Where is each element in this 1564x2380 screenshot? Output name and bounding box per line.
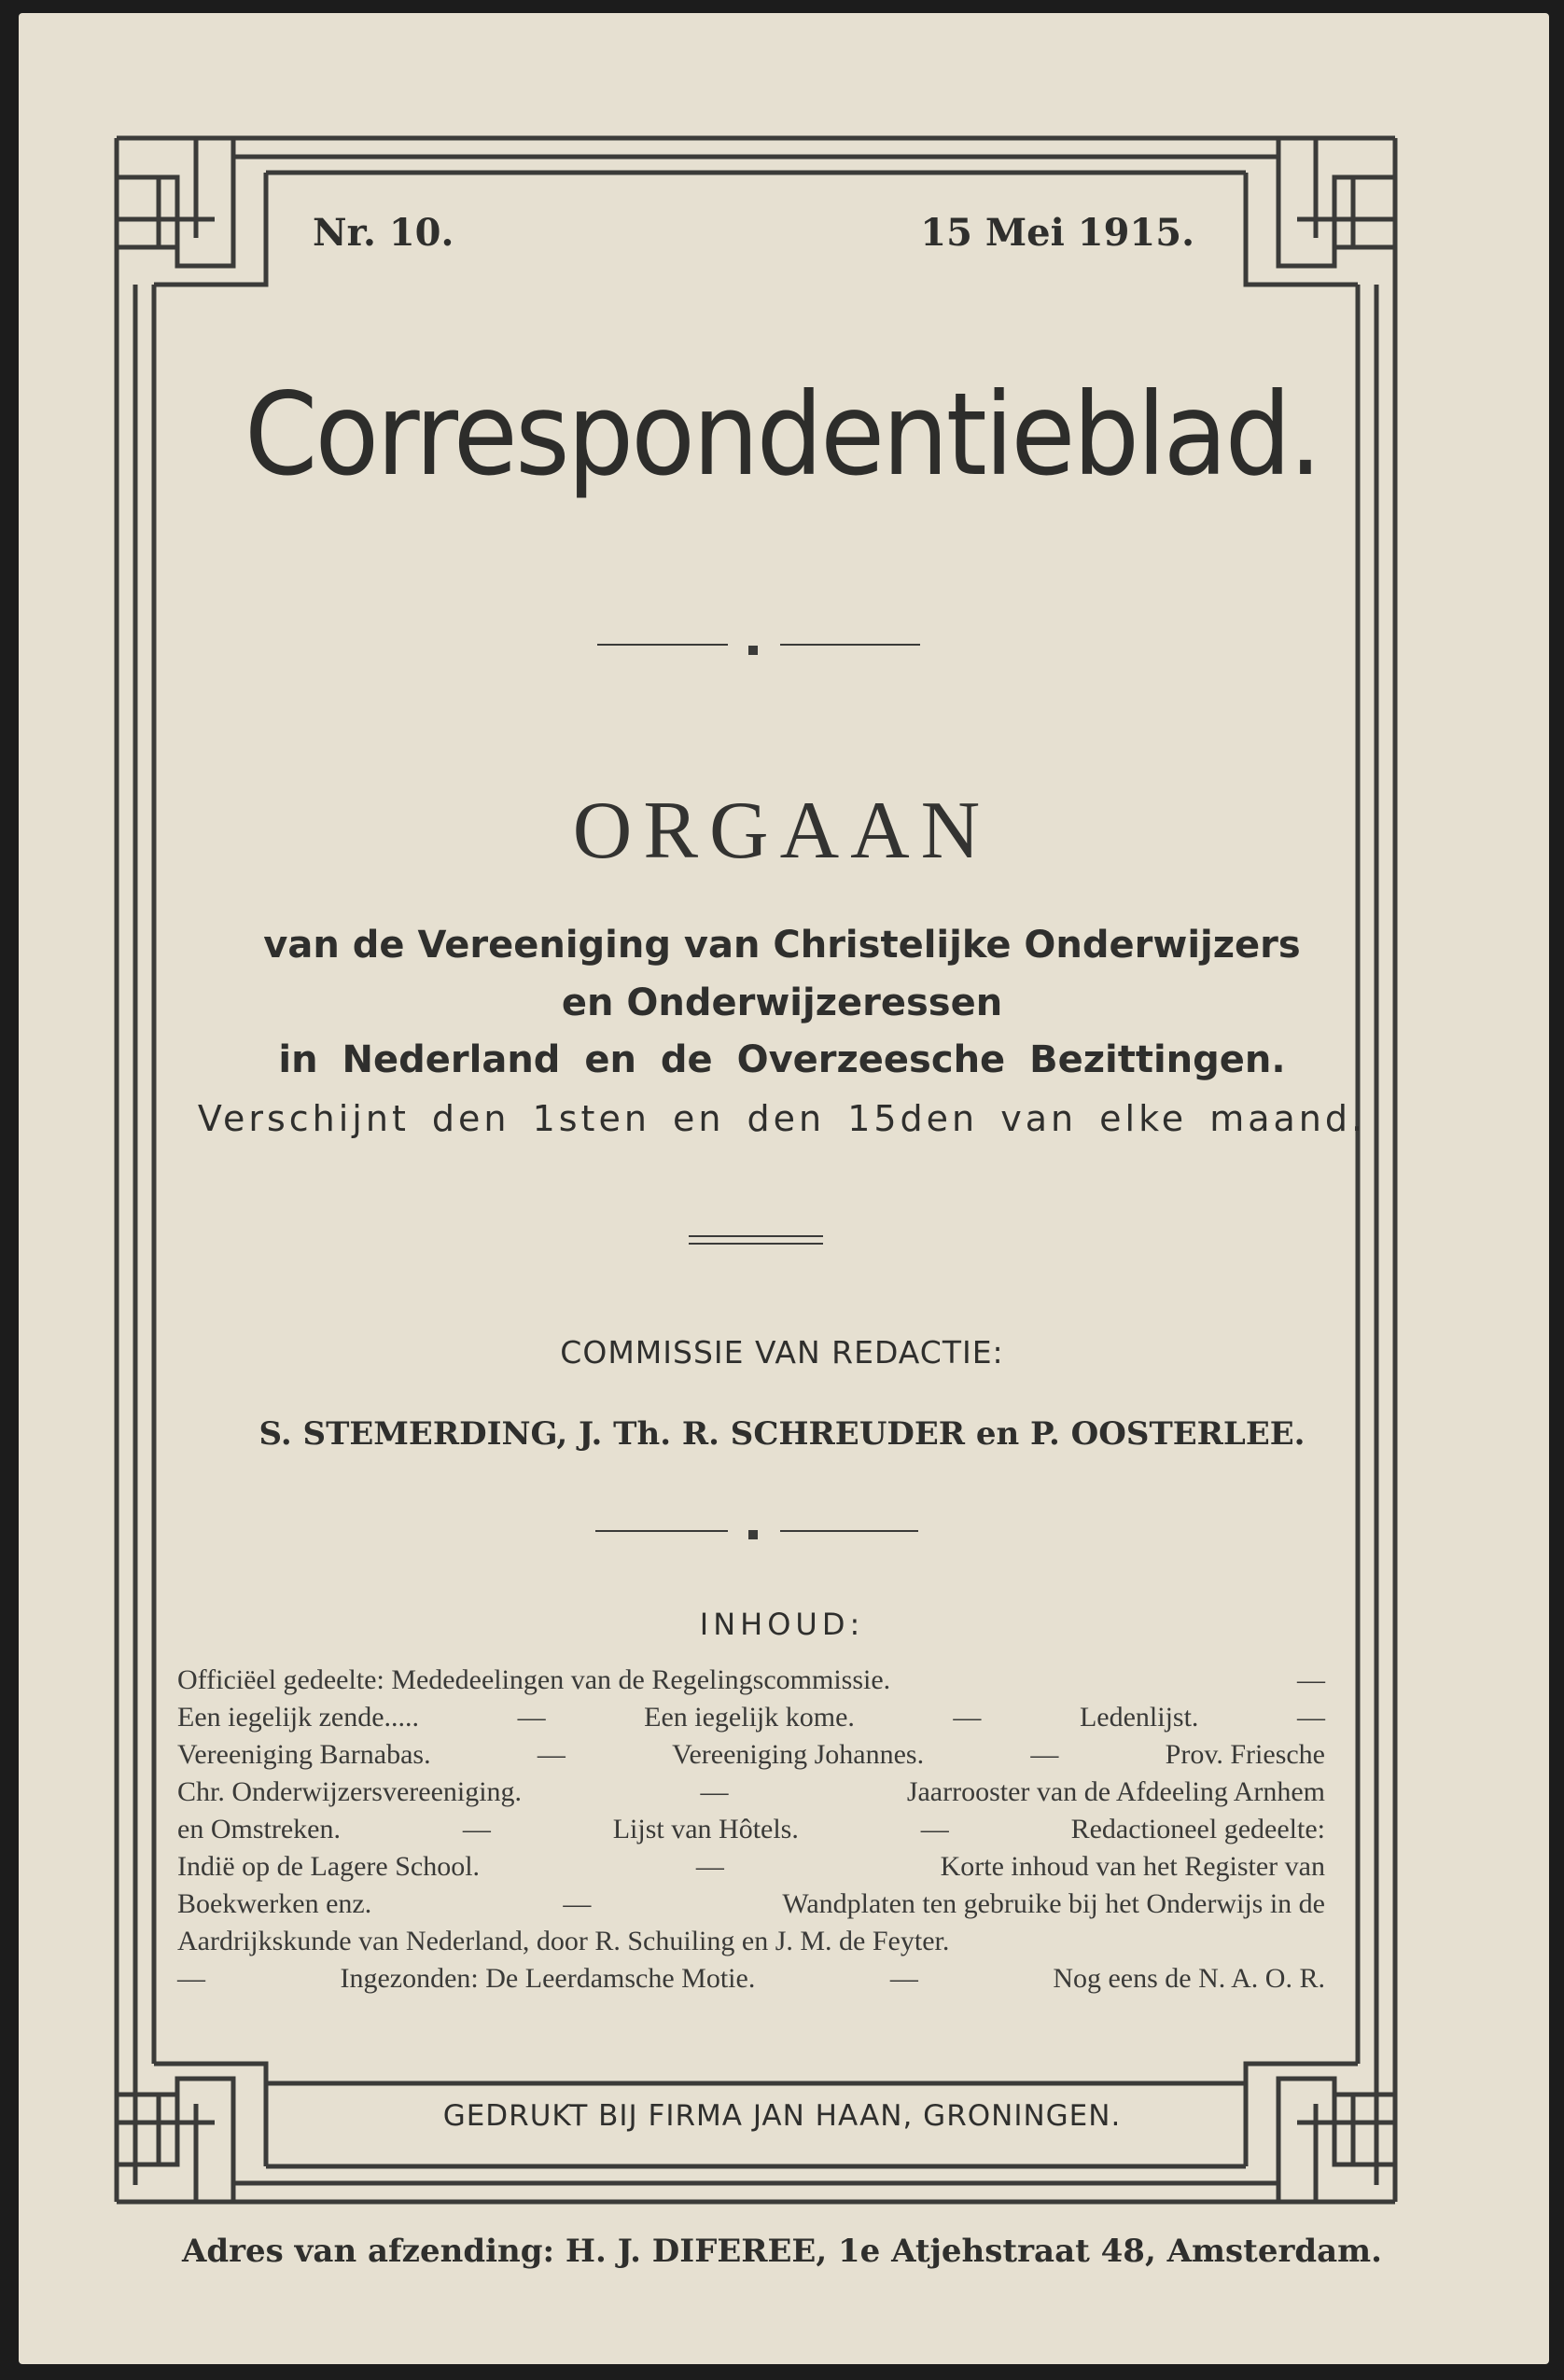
- separator-double: [689, 1235, 823, 1245]
- issue-number: Nr. 10.: [313, 211, 454, 255]
- corner-ornament-top-left: [117, 138, 233, 266]
- organ-line-3: in Nederland en de Overzeesche Bezittingen.: [278, 1038, 1286, 1081]
- contents-line: en Omstreken. — Lijst van Hôtels. — Redactioneel gedeelte:: [177, 1814, 1325, 1844]
- sender-address: Adres van afzending: H. J. DIFEREE, 1e Atjehstraat 48, Amsterdam.: [181, 2233, 1382, 2270]
- contents-line: Boekwerken enz. — Wandplaten ten gebruike bij het Onderwijs in de: [177, 1888, 1325, 1919]
- corner-ornament-top-right: [1278, 138, 1395, 266]
- contents-line: Indië op de Lagere School. — Korte inhoud van het Register van: [177, 1851, 1325, 1882]
- publication-frequency: Verschijnt den 1sten en den 15den van elke maand.: [197, 1098, 1367, 1139]
- contents-list: [177, 1662, 1325, 1997]
- contents-line: Aardrijkskunde van Nederland, door R. Schuiling en J. M. de Feyter.: [177, 1926, 950, 1956]
- organ-line-2: en Onderwijzeressen: [561, 981, 1003, 1024]
- issue-date: 15 Mei 1915.: [920, 211, 1194, 255]
- separator-middle: [595, 1530, 918, 1539]
- contents-line: Officiëel gedeelte: Mededeelingen van de Regelingscommissie. —: [177, 1664, 1325, 1695]
- organ-heading: ORGAAN: [572, 786, 992, 876]
- separator-top: [597, 644, 920, 655]
- committee-heading: COMMISSIE VAN REDACTIE:: [560, 1334, 1004, 1371]
- contents-heading: INHOUD:: [699, 1607, 865, 1642]
- contents-line: Chr. Onderwijzersvereeniging. — Jaarrooster van de Afdeeling Arnhem: [177, 1776, 1325, 1807]
- printer-line: GEDRUKT BIJ FIRMA JAN HAAN, GRONINGEN.: [442, 2099, 1122, 2133]
- contents-line: — Ingezonden: De Leerdamsche Motie. — Nog eens de N. A. O. R.: [177, 1963, 1325, 1994]
- journal-title: Correspondentieblad.: [244, 369, 1320, 501]
- contents-line: Een iegelijk zende..... — Een iegelijk kome. — Ledenlijst. —: [177, 1702, 1325, 1733]
- committee-members: S. STEMERDING, J. Th. R. SCHREUDER en P. OOSTERLEE.: [258, 1415, 1306, 1453]
- organ-line-1: van de Vereeniging van Christelijke Onderwijzers: [263, 924, 1301, 967]
- contents-line: Vereeniging Barnabas. — Vereeniging Johannes. — Prov. Friesche: [177, 1739, 1325, 1770]
